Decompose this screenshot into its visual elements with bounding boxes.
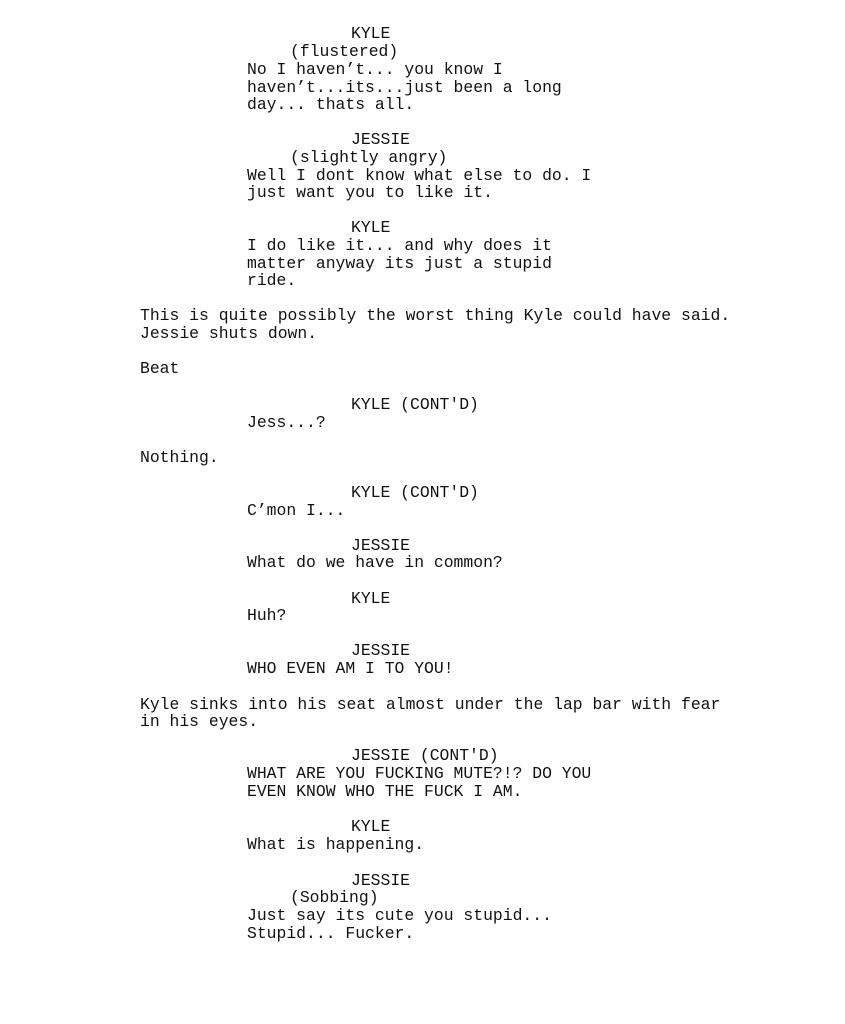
- character-cue: JESSIE: [351, 871, 411, 890]
- dialogue-line: haven’t...its...just been a long: [247, 78, 562, 97]
- character-cue: KYLE (CONT'D): [351, 483, 479, 502]
- dialogue-line: EVEN KNOW WHO THE FUCK I AM.: [247, 782, 523, 801]
- action-line: This is quite possibly the worst thing Kyle could have said.: [140, 306, 731, 325]
- action-line: in his eyes.: [140, 712, 259, 731]
- dialogue-line: WHAT ARE YOU FUCKING MUTE?!? DO YOU: [247, 764, 592, 783]
- dialogue-line: Well I dont know what else to do. I: [247, 166, 592, 185]
- dialogue-line: Just say its cute you stupid...: [247, 906, 552, 925]
- dialogue-line: just want you to like it.: [247, 183, 493, 202]
- character-cue: KYLE: [351, 24, 391, 43]
- character-cue: KYLE (CONT'D): [351, 395, 479, 414]
- character-cue: KYLE: [351, 817, 391, 836]
- character-cue: JESSIE (CONT'D): [351, 746, 499, 765]
- character-cue: KYLE: [351, 218, 391, 237]
- dialogue-line: What is happening.: [247, 835, 425, 854]
- character-cue: JESSIE: [351, 536, 411, 555]
- action-line: Nothing.: [140, 448, 219, 467]
- parenthetical: (slightly angry): [290, 148, 448, 167]
- character-cue: KYLE: [351, 589, 391, 608]
- character-cue: JESSIE: [351, 130, 411, 149]
- dialogue-line: WHO EVEN AM I TO YOU!: [247, 659, 454, 678]
- dialogue-line: Jess...?: [247, 413, 326, 432]
- dialogue-line: C’mon I...: [247, 501, 346, 520]
- dialogue-line: Stupid... Fucker.: [247, 924, 415, 943]
- parenthetical: (flustered): [290, 42, 399, 61]
- action-line: Jessie shuts down.: [140, 324, 318, 343]
- character-cue: JESSIE: [351, 641, 411, 660]
- dialogue-line: ride.: [247, 271, 297, 290]
- dialogue-line: I do like it... and why does it: [247, 236, 552, 255]
- dialogue-line: matter anyway its just a stupid: [247, 254, 552, 273]
- dialogue-line: day... thats all.: [247, 95, 415, 114]
- action-line: Beat: [140, 359, 180, 378]
- dialogue-line: What do we have in common?: [247, 553, 503, 572]
- action-line: Kyle sinks into his seat almost under the lap bar with fear: [140, 695, 721, 714]
- parenthetical: (Sobbing): [290, 888, 379, 907]
- dialogue-line: Huh?: [247, 606, 287, 625]
- dialogue-line: No I haven’t... you know I: [247, 60, 503, 79]
